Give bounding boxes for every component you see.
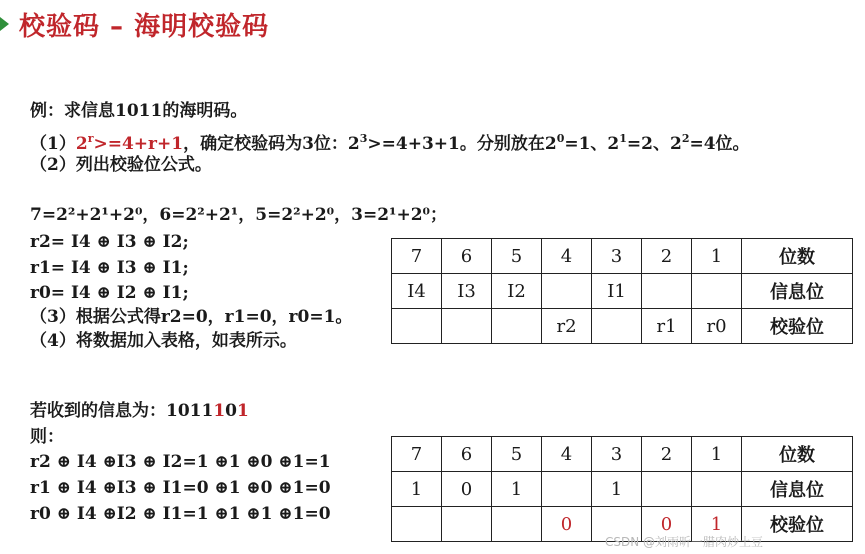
r2-formula: r2= I4 ⊕ I3 ⊕ I2; [30,232,189,252]
slide-title: 校验码 – 海明校验码 [19,11,270,42]
check-eq-1: r2 ⊕ I4 ⊕I3 ⊕ I2=1 ⊕1 ⊕0 ⊕1=1 [30,452,331,472]
r0-formula: r0= I4 ⊕ I2 ⊕ I1; [30,283,189,303]
table-row: 1 0 1 1 信息位 [392,472,853,507]
check-eq-2: r1 ⊕ I4 ⊕I3 ⊕ I1=0 ⊕1 ⊕0 ⊕1=0 [30,478,331,498]
step2-line: （2）列出校验位公式。 [30,155,212,175]
received-line: 若收到的信息为：1011101 [30,401,249,421]
then-line: 则： [30,427,64,447]
example-line: 例：求信息1011的海明码。 [30,101,248,121]
table-row: r2 r1 r0 校验位 [392,309,853,344]
hamming-table-2 [391,436,853,542]
title-bar [0,4,269,44]
decomposition-line: 7=2²+2¹+2⁰，6=2²+2¹，5=2²+2⁰，3=2¹+2⁰； [30,205,447,225]
step3-line: （3）根据公式得r2=0，r1=0，r0=1。 [30,307,353,327]
step1-line: $(1)2^r>=4+r+1$，确定校验码为3位：$2^3>=4+3+1$。分别放在$2^0=1$、$2^1=2$、$2^2=4$位。 [30,132,750,154]
table-row: I4 I3 I2 I1 信息位 [392,274,853,309]
check-eq-3: r0 ⊕ I4 ⊕I2 ⊕ I1=1 ⊕1 ⊕1 ⊕1=0 [30,504,331,524]
table-row: 0 0 1 校验位 [392,507,853,542]
watermark: CSDN @刘雨昕一腊肉炒土豆 [605,535,764,549]
table-row: 7 6 5 4 3 2 1 位数 [392,437,853,472]
table-row: 7 6 5 4 3 2 1 位数 [392,239,853,274]
hamming-table-1 [391,238,853,344]
step4-line: （4）将数据加入表格，如表所示。 [30,331,297,351]
r1-formula: r1= I4 ⊕ I3 ⊕ I1; [30,258,189,278]
bullet-arrow-icon [0,17,9,31]
